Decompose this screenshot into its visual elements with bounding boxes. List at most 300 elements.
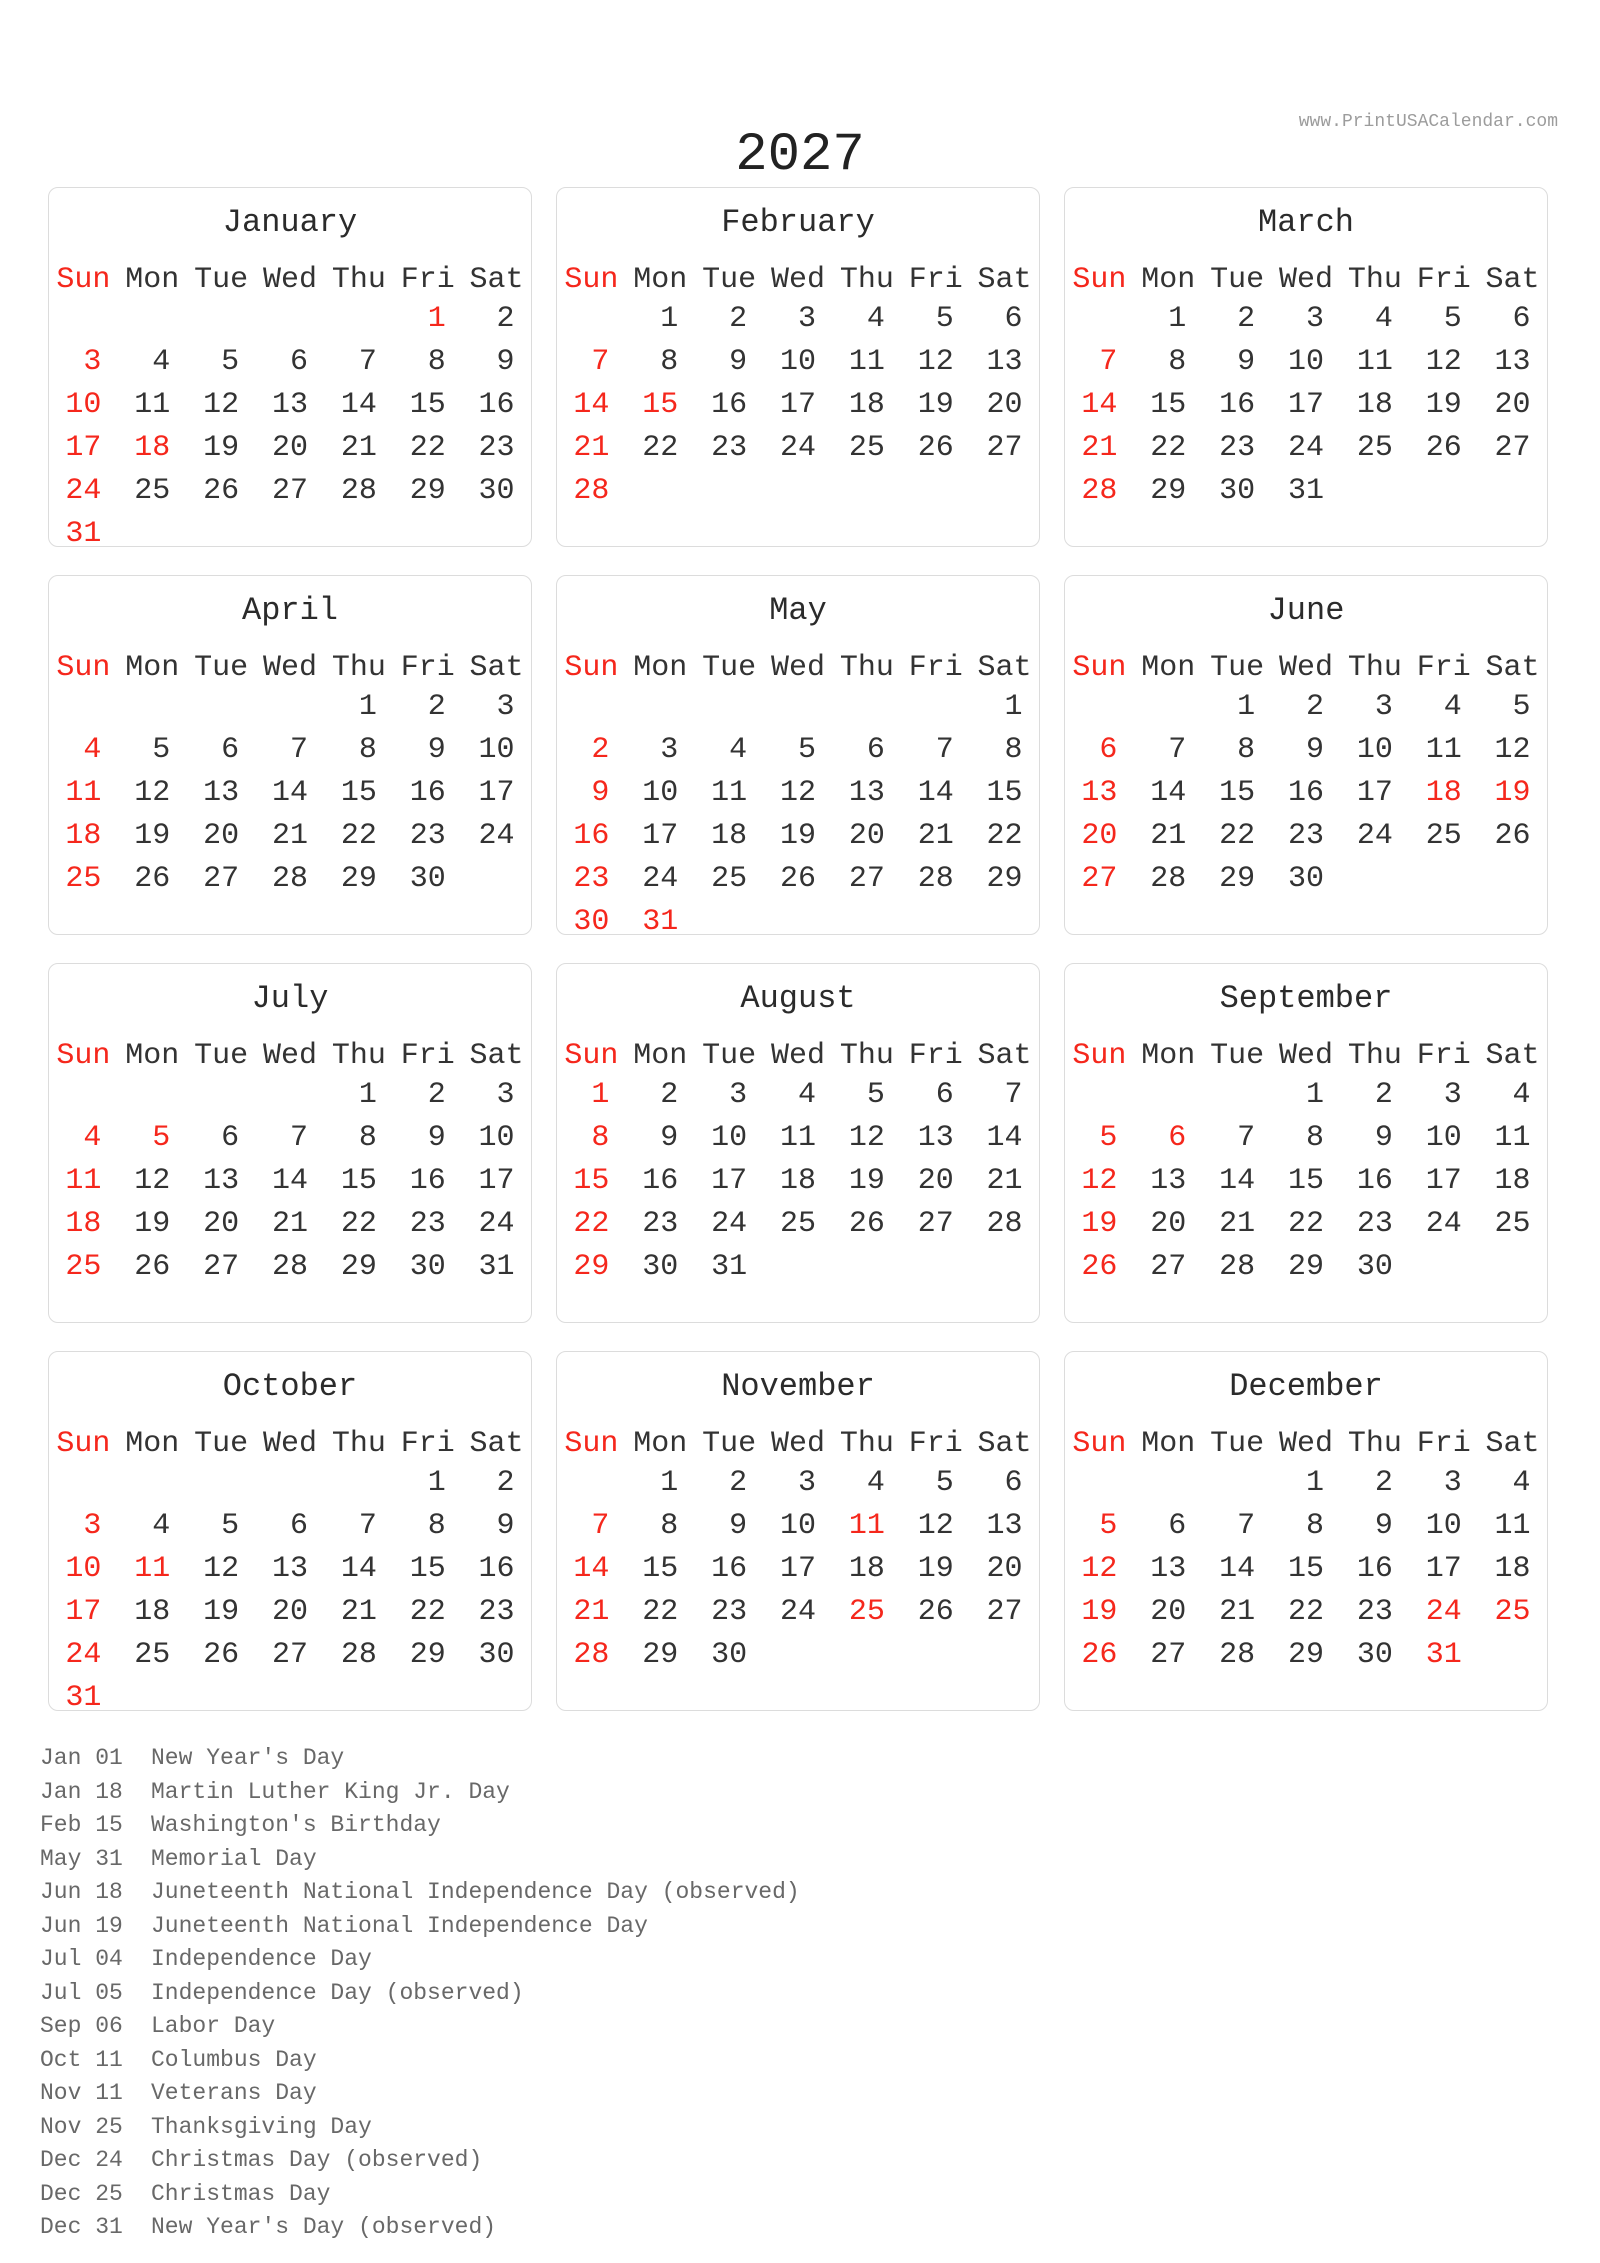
weekday-sat: Sat [977,1427,1032,1461]
day-march-12: 12 [1425,345,1462,379]
day-empty [626,470,695,513]
day-february-23: 23 [711,431,748,465]
day-august-15: 15 [573,1164,610,1198]
day-april-19: 19 [134,819,171,853]
week-row [49,1246,531,1289]
day-empty [832,1634,901,1677]
day-june-29: 29 [1219,862,1256,896]
day-september-11: 11 [1494,1121,1531,1155]
weekday-header-row [49,650,531,686]
weekday-tue: Tue [194,1039,249,1073]
day-september-22: 22 [1287,1207,1324,1241]
week-row [557,1203,1039,1246]
weekday-wed: Wed [262,1427,317,1461]
holiday-name: Christmas Day [151,2180,331,2207]
day-june-12: 12 [1494,733,1531,767]
day-october-29: 29 [409,1638,446,1672]
day-september-4: 4 [1494,1078,1531,1112]
weekday-mon: Mon [125,263,180,297]
day-september-12: 12 [1081,1164,1118,1198]
day-empty [256,513,325,556]
month-november [556,1351,1040,1711]
holiday-date: May 31 [40,1845,123,1872]
weekday-tue: Tue [702,1427,757,1461]
week-row [1065,815,1547,858]
weekday-sun: Sun [1072,263,1127,297]
day-april-4: 4 [65,733,102,767]
week-row [49,1117,531,1160]
day-december-5: 5 [1081,1509,1118,1543]
day-november-6: 6 [986,1466,1023,1500]
week-row [1065,1462,1547,1505]
holiday-name: Juneteenth National Independence Day (observed) [151,1879,800,1905]
day-december-7: 7 [1219,1509,1256,1543]
day-may-26: 26 [779,862,816,896]
weekday-mon: Mon [1141,1039,1196,1073]
day-may-8: 8 [986,733,1023,767]
day-september-3: 3 [1425,1078,1462,1112]
day-september-23: 23 [1356,1207,1393,1241]
day-november-16: 16 [711,1552,748,1586]
day-april-20: 20 [203,819,240,853]
day-may-22: 22 [986,819,1023,853]
day-empty [1065,1462,1134,1505]
day-april-8: 8 [340,733,377,767]
day-january-27: 27 [271,474,308,508]
day-empty [49,1462,118,1505]
day-december-6: 6 [1150,1509,1187,1543]
day-december-13: 13 [1150,1552,1187,1586]
day-january-21: 21 [340,431,377,465]
day-empty [832,901,901,944]
month-title-february: February [721,204,875,241]
weekday-wed: Wed [770,1039,825,1073]
day-empty [1409,858,1478,901]
week-row [557,1548,1039,1591]
day-december-14: 14 [1219,1552,1256,1586]
day-august-21: 21 [986,1164,1023,1198]
day-november-5: 5 [917,1466,954,1500]
day-december-2: 2 [1356,1466,1393,1500]
day-empty [462,858,531,901]
day-empty [764,686,833,729]
day-january-1: 1 [409,302,446,336]
holiday-row [40,1843,800,1877]
day-october-18: 18 [134,1595,171,1629]
weekday-thu: Thu [331,1039,386,1073]
weekday-sat: Sat [1485,263,1540,297]
day-march-7: 7 [1081,345,1118,379]
weekday-wed: Wed [262,263,317,297]
day-august-19: 19 [848,1164,885,1198]
day-empty [1409,1246,1478,1289]
month-march [1064,187,1548,547]
day-empty [901,1246,970,1289]
day-january-30: 30 [478,474,515,508]
day-november-3: 3 [779,1466,816,1500]
holiday-name: Christmas Day (observed) [151,2147,483,2173]
weekday-wed: Wed [1278,1039,1333,1073]
week-row [1065,729,1547,772]
weekday-thu: Thu [331,1427,386,1461]
day-may-6: 6 [848,733,885,767]
day-february-25: 25 [848,431,885,465]
day-empty [557,686,626,729]
holiday-row [40,1910,800,1944]
day-july-3: 3 [478,1078,515,1112]
day-empty [324,1677,393,1720]
day-january-25: 25 [134,474,171,508]
week-row [557,1505,1039,1548]
day-empty [324,513,393,556]
weekday-sun: Sun [564,1427,619,1461]
day-empty [832,1246,901,1289]
weekday-fri: Fri [1416,1427,1471,1461]
weekday-sat: Sat [469,1039,524,1073]
day-august-3: 3 [711,1078,748,1112]
day-november-20: 20 [986,1552,1023,1586]
week-row [49,1677,531,1720]
day-july-20: 20 [203,1207,240,1241]
weekday-wed: Wed [770,263,825,297]
day-april-5: 5 [134,733,171,767]
day-empty [118,1074,187,1117]
day-august-2: 2 [642,1078,679,1112]
day-may-10: 10 [642,776,679,810]
day-may-17: 17 [642,819,679,853]
day-february-22: 22 [642,431,679,465]
holiday-date: Oct 11 [40,2046,123,2073]
day-november-27: 27 [986,1595,1023,1629]
month-october [48,1351,532,1715]
day-february-24: 24 [779,431,816,465]
day-november-29: 29 [642,1638,679,1672]
day-january-16: 16 [478,388,515,422]
day-december-29: 29 [1287,1638,1324,1672]
week-row [1065,341,1547,384]
day-january-14: 14 [340,388,377,422]
weekday-thu: Thu [839,651,894,685]
day-october-28: 28 [340,1638,377,1672]
weekday-mon: Mon [1141,263,1196,297]
week-row [1065,858,1547,901]
week-row [557,298,1039,341]
holiday-row [40,1943,800,1977]
day-september-30: 30 [1356,1250,1393,1284]
day-february-21: 21 [573,431,610,465]
day-september-28: 28 [1219,1250,1256,1284]
weekday-tue: Tue [1210,651,1265,685]
holiday-row [40,2144,800,2178]
week-row [49,1203,531,1246]
week-row [49,729,531,772]
day-october-19: 19 [203,1595,240,1629]
day-june-5: 5 [1494,690,1531,724]
day-august-4: 4 [779,1078,816,1112]
holiday-row [40,1977,800,2011]
day-may-25: 25 [711,862,748,896]
day-march-26: 26 [1425,431,1462,465]
month-title-january: January [222,204,358,241]
week-row [1065,1505,1547,1548]
week-row [1065,1117,1547,1160]
day-august-13: 13 [917,1121,954,1155]
weekday-header-row [1065,1038,1547,1074]
day-september-25: 25 [1494,1207,1531,1241]
day-september-14: 14 [1219,1164,1256,1198]
day-may-20: 20 [848,819,885,853]
day-november-11: 11 [848,1509,885,1543]
day-august-30: 30 [642,1250,679,1284]
week-row [1065,427,1547,470]
weekday-fri: Fri [908,1039,963,1073]
holiday-row [40,1742,800,1776]
month-august [556,963,1040,1323]
week-row [557,1160,1039,1203]
day-january-4: 4 [134,345,171,379]
day-august-22: 22 [573,1207,610,1241]
day-empty [764,901,833,944]
week-row [49,1505,531,1548]
week-row [557,858,1039,901]
day-march-2: 2 [1219,302,1256,336]
weekday-mon: Mon [633,1039,688,1073]
day-empty [1065,1074,1134,1117]
week-row [557,686,1039,729]
day-empty [1340,470,1409,513]
week-row [1065,1548,1547,1591]
week-row [1065,1634,1547,1677]
day-march-11: 11 [1356,345,1393,379]
day-june-25: 25 [1425,819,1462,853]
day-october-14: 14 [340,1552,377,1586]
holiday-row [40,2010,800,2044]
day-empty [118,1462,187,1505]
day-empty [1134,1462,1203,1505]
day-november-28: 28 [573,1638,610,1672]
day-august-28: 28 [986,1207,1023,1241]
day-january-6: 6 [271,345,308,379]
holiday-name: New Year's Day [151,1745,345,1771]
day-july-2: 2 [409,1078,446,1112]
day-march-14: 14 [1081,388,1118,422]
day-march-28: 28 [1081,474,1118,508]
weekday-sat: Sat [469,263,524,297]
weekday-thu: Thu [839,1427,894,1461]
day-april-17: 17 [478,776,515,810]
day-august-12: 12 [848,1121,885,1155]
day-empty [970,1634,1039,1677]
day-august-14: 14 [986,1121,1023,1155]
day-february-2: 2 [711,302,748,336]
day-july-23: 23 [409,1207,446,1241]
website-link[interactable]: www.PrintUSACalendar.com [1298,112,1558,132]
day-june-24: 24 [1356,819,1393,853]
weekday-thu: Thu [1347,1427,1402,1461]
day-march-13: 13 [1494,345,1531,379]
day-july-14: 14 [271,1164,308,1198]
day-may-13: 13 [848,776,885,810]
year-title: 2027 [735,125,865,186]
day-december-9: 9 [1356,1509,1393,1543]
day-september-2: 2 [1356,1078,1393,1112]
day-january-5: 5 [203,345,240,379]
day-december-3: 3 [1425,1466,1462,1500]
day-june-1: 1 [1219,690,1256,724]
day-october-27: 27 [271,1638,308,1672]
day-january-17: 17 [65,431,102,465]
weekday-sun: Sun [56,1039,111,1073]
day-october-10: 10 [65,1552,102,1586]
day-october-5: 5 [203,1509,240,1543]
weekday-sat: Sat [1485,651,1540,685]
day-june-4: 4 [1425,690,1462,724]
day-july-18: 18 [65,1207,102,1241]
weekday-sun: Sun [1072,1039,1127,1073]
day-march-31: 31 [1287,474,1324,508]
day-april-14: 14 [271,776,308,810]
day-september-6: 6 [1150,1121,1187,1155]
holiday-name: Thanksgiving Day [151,2113,372,2140]
day-august-29: 29 [573,1250,610,1284]
day-february-16: 16 [711,388,748,422]
day-june-13: 13 [1081,776,1118,810]
day-october-16: 16 [478,1552,515,1586]
weekday-sun: Sun [56,651,111,685]
weekday-header-row [557,262,1039,298]
day-december-11: 11 [1494,1509,1531,1543]
weekday-tue: Tue [1210,1427,1265,1461]
day-october-3: 3 [65,1509,102,1543]
weekday-fri: Fri [400,651,455,685]
day-empty [187,686,256,729]
holiday-name: Veterans Day [151,2080,317,2106]
day-october-2: 2 [478,1466,515,1500]
day-september-19: 19 [1081,1207,1118,1241]
day-march-8: 8 [1150,345,1187,379]
weekday-tue: Tue [194,263,249,297]
day-december-12: 12 [1081,1552,1118,1586]
weekday-tue: Tue [702,651,757,685]
week-row [49,686,531,729]
weekday-wed: Wed [262,1039,317,1073]
week-row [1065,470,1547,513]
day-january-29: 29 [409,474,446,508]
weekday-sat: Sat [469,651,524,685]
holiday-date: Dec 24 [40,2147,123,2173]
weekday-wed: Wed [1278,1427,1333,1461]
week-row [557,1246,1039,1289]
day-april-24: 24 [478,819,515,853]
months-grid [48,187,1548,1715]
week-row [1065,1203,1547,1246]
holiday-date: Jun 19 [40,1912,123,1939]
day-february-15: 15 [642,388,679,422]
day-june-6: 6 [1081,733,1118,767]
week-row [49,341,531,384]
week-row [49,1074,531,1117]
day-december-10: 10 [1425,1509,1462,1543]
holiday-name: Columbus Day [151,2046,317,2073]
day-october-7: 7 [340,1509,377,1543]
day-empty [324,1462,393,1505]
week-row [1065,384,1547,427]
day-july-28: 28 [271,1250,308,1284]
day-may-11: 11 [711,776,748,810]
day-september-5: 5 [1081,1121,1118,1155]
day-february-13: 13 [986,345,1023,379]
day-may-5: 5 [779,733,816,767]
day-empty [832,686,901,729]
day-march-22: 22 [1150,431,1187,465]
day-september-26: 26 [1081,1250,1118,1284]
weekday-sun: Sun [1072,1427,1127,1461]
day-december-18: 18 [1494,1552,1531,1586]
day-september-8: 8 [1287,1121,1324,1155]
week-row [557,470,1039,513]
day-june-22: 22 [1219,819,1256,853]
day-february-20: 20 [986,388,1023,422]
day-june-16: 16 [1287,776,1324,810]
day-october-25: 25 [134,1638,171,1672]
day-empty [832,470,901,513]
weekday-wed: Wed [1278,651,1333,685]
day-august-16: 16 [642,1164,679,1198]
day-empty [901,470,970,513]
weekday-thu: Thu [1347,651,1402,685]
week-row [557,1462,1039,1505]
day-empty [1203,1074,1272,1117]
day-empty [901,901,970,944]
month-september [1064,963,1548,1323]
holiday-date: Jul 04 [40,1946,123,1972]
month-title-september: September [1219,980,1393,1017]
day-april-23: 23 [409,819,446,853]
holiday-name: Independence Day (observed) [151,1979,524,2006]
day-april-3: 3 [478,690,515,724]
day-october-31: 31 [65,1681,102,1715]
day-empty [1340,858,1409,901]
day-july-1: 1 [340,1078,377,1112]
day-december-30: 30 [1356,1638,1393,1672]
day-december-24: 24 [1425,1595,1462,1629]
day-empty [1409,470,1478,513]
day-may-12: 12 [779,776,816,810]
day-april-2: 2 [409,690,446,724]
weekday-wed: Wed [1278,263,1333,297]
day-empty [256,686,325,729]
weekday-sat: Sat [977,651,1032,685]
day-february-27: 27 [986,431,1023,465]
day-january-9: 9 [478,345,515,379]
month-february [556,187,1040,547]
day-may-2: 2 [573,733,610,767]
day-january-2: 2 [478,302,515,336]
day-february-14: 14 [573,388,610,422]
day-february-26: 26 [917,431,954,465]
weekday-mon: Mon [125,1427,180,1461]
day-may-14: 14 [917,776,954,810]
month-title-july: July [251,980,329,1017]
holiday-date: Feb 15 [40,1812,123,1838]
holiday-row [40,2211,800,2245]
day-july-29: 29 [340,1250,377,1284]
weekday-header-row [1065,650,1547,686]
day-january-3: 3 [65,345,102,379]
week-row [1065,1246,1547,1289]
weekday-fri: Fri [1416,1039,1471,1073]
day-september-13: 13 [1150,1164,1187,1198]
